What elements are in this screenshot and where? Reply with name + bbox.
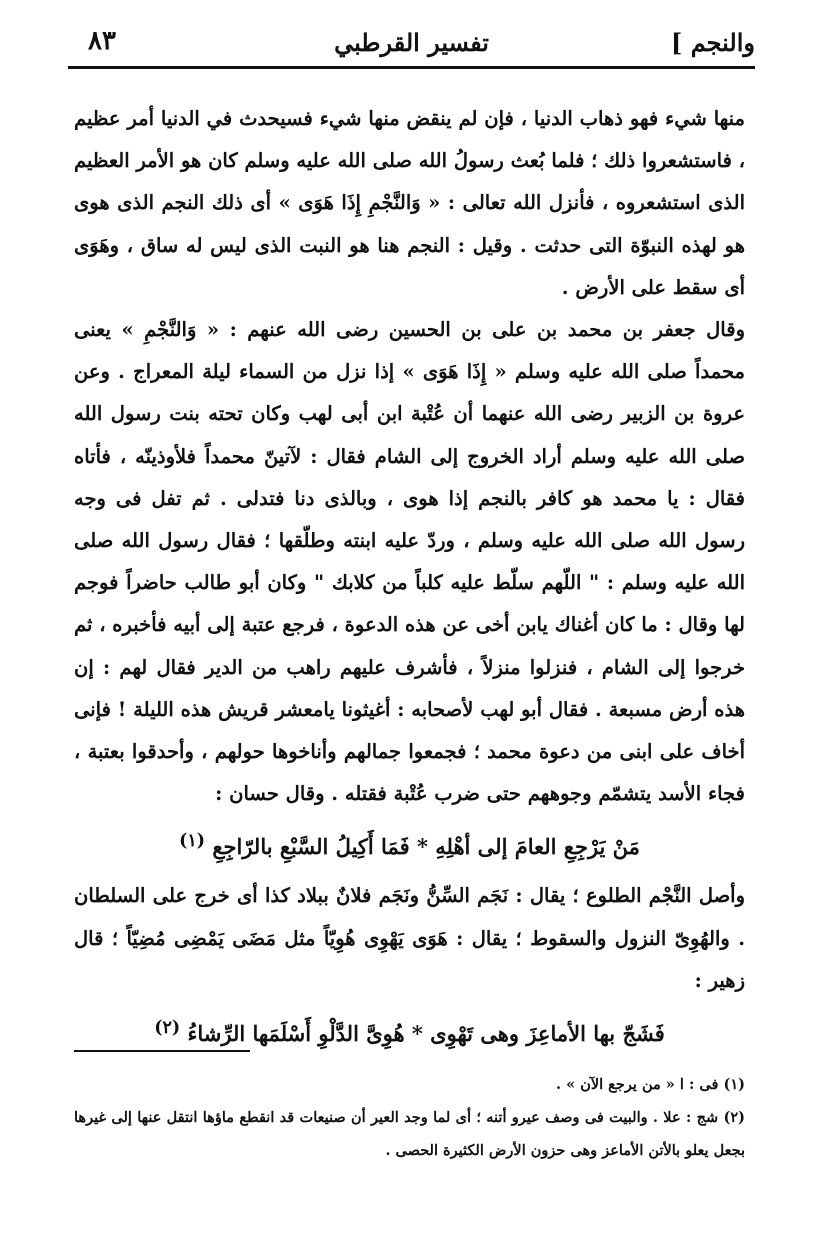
footnote-marker: (٢) [154, 1018, 181, 1039]
paragraph: منها شيء فهو ذهاب الدنيا ، فإن لم ينقض منها شيء فسيحدث في الدنيا أمر عظيم ، فاستشعروا ذلك ؛ فلما بُعث رسولُ الله صلى الله عليه وسلم كان هو الأمر العظيم الذى استشعروه ، فأنزل الله تعالى : « وَالنَّجْمِ إِذَا هَوَى » أى ذلك النجم الذى هوى هو لهذه النبوّة التى حدثت . وقيل : النجم هنا هو النبت الذى ليس له ساق ، وهَوَى أى سقط على الأرض . [74, 107, 745, 299]
verse-text: فَشَجّ بها الأماعِزَ وهى تَهْوِى * هُوِىَّ الدَّلْوِ أَسْلَمَها الرِّشاءُ [187, 1021, 665, 1047]
page-header [68, 24, 755, 68]
verse-text: مَنْ يَرْجِعِ العامَ إلى أهْلِهِ * فَمَا أَكِيلُ السَّبْعِ بالرّاجِعِ [212, 834, 640, 860]
main-text [74, 98, 745, 1062]
page-number: ٨٣ [88, 26, 116, 56]
paragraph: وقال جعفر بن محمد بن على بن الحسين رضى الله عنهم : « وَالنَّجْمِ » يعنى محمداً صلى الله عليه وسلم « إِذَا هَوَى » إذا نزل من السماء ليلة المعراج . وعن عروة بن الزبير رضى الله عنهما أن عُتْبة ابن أبى لهب وكان تحته بنت رسول الله صلى الله عليه وسلم أراد الخروج إلى الشام فقال : لآتينّ محمداً فلأوذينّه ، فأتاه فقال : يا محمد هو كافر بالنجم إذا هوى ، وبالذى دنا فتدلى . ثم تفل فى وجه رسول الله صلى الله عليه وسلم ، وردّ عليه ابنته وطلّقها ؛ فقال رسول الله صلى الله عليه وسلم : " اللّهم سلّط عليه كلباً من كلابك " وكان أبو طالب حاضراً فوجم لها وقال : ما كان أغناك يابن أخى عن هذه الدعوة ، فرجع عتبة إلى أبيه فأخبره ، ثم خرجوا إلى الشام ، فنزلوا منزلاً ، فأشرف عليهم راهب من الدير فقال لهم : إن هذه أرض مسبعة . فقال أبو لهب لأصحابه : أغيثونا يامعشر قريش هذه الليلة ! فإنى أخاف على ابنى من دعوة محمد ؛ فجمعوا جمالهم وأناخوها حولهم ، وأحدقوا بعتبة ، فجاء الأسد يتشمّم وجوههم حتى ضرب عُتْبة فقتله . وقال حسان : [74, 318, 745, 806]
book-title: تفسير القرطبي [334, 28, 489, 57]
verse-line [74, 819, 745, 869]
footnote: (٢) شج : علا . والبيت فى وصف عيرو أتنه ؛ أى لما وجد العير أن صنيعات قد انقطع ماؤها انتقل عنها إلى غيرها بجعل يعلو بالأتن الأماعز وهى حزون الأرض الكثيرة الحصى . [74, 1109, 745, 1159]
footnotes [74, 1068, 745, 1167]
footnote-rule [74, 1050, 250, 1052]
verse-line [74, 1006, 745, 1056]
sura-name: والنجم ] [671, 28, 755, 57]
footnote: (١) فى : ا « من يرجع الآن » . [555, 1076, 745, 1093]
header-rule [68, 66, 755, 69]
footnote-marker: (١) [179, 831, 206, 852]
paragraph: وأصل النَّجْم الطلوع ؛ يقال : نَجَم السِّنُّ ونَجَم فلانٌ ببلاد كذا أى خرج على السلطان . والهُوِىّ النزول والسقوط ؛ يقال : هَوَى يَهْوِى هُوِيّاً مثل مَضَى يَمْضِى مُضِيّاً ؛ قال زهير : [74, 884, 745, 992]
